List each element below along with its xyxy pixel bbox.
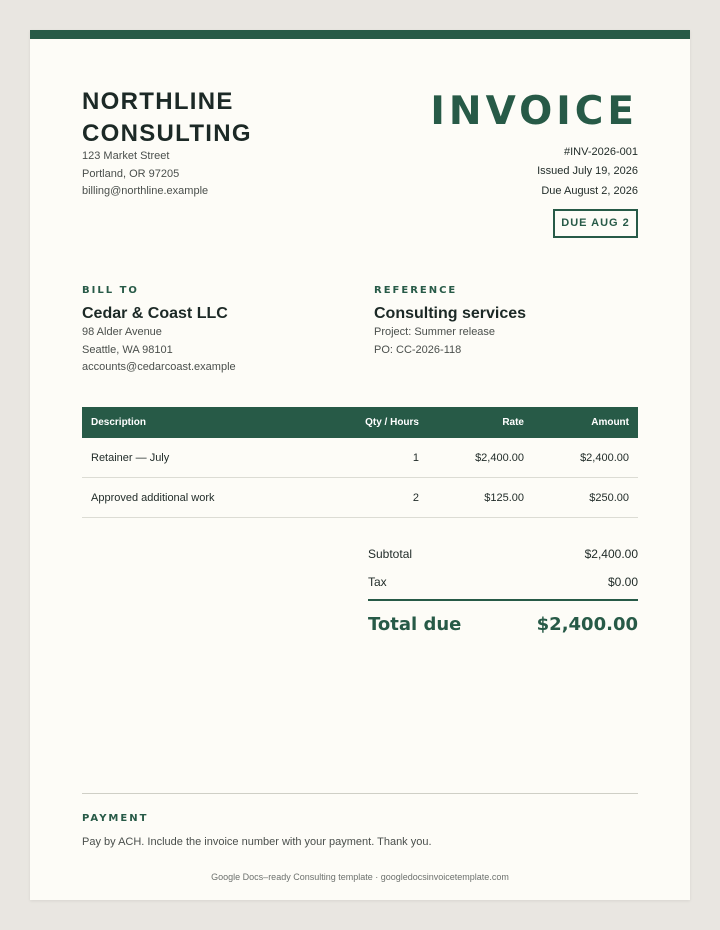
- tax-label: Tax: [368, 575, 387, 589]
- row-rate: $125.00: [484, 491, 524, 504]
- totals-block: [368, 543, 638, 635]
- bill-to-address-line2: Seattle, WA 98101: [82, 344, 173, 356]
- reference-title: Consulting services: [374, 305, 527, 322]
- invoice-title: INVOICE: [430, 89, 638, 134]
- line-items-table: [82, 407, 638, 518]
- row-amount: $2,400.00: [580, 451, 629, 464]
- invoice-sheet: [30, 30, 690, 900]
- invoice-due-date: Due August 2, 2026: [541, 185, 638, 197]
- bill-to-address-line1: 98 Alder Avenue: [82, 326, 162, 338]
- payment-label: PAYMENT: [82, 813, 149, 824]
- invoice-number: #INV-2026-001: [564, 146, 638, 158]
- accent-top-bar: [30, 30, 690, 39]
- total-due-value: $2,400.00: [536, 614, 638, 635]
- reference-label: REFERENCE: [374, 285, 458, 296]
- company-name-line2: CONSULTING: [82, 120, 252, 147]
- header-amount: Amount: [591, 417, 629, 428]
- tax-row: [368, 571, 638, 599]
- row-amount: $250.00: [589, 491, 629, 504]
- company-email: billing@northline.example: [82, 185, 209, 197]
- row-qty: 2: [412, 491, 419, 504]
- reference-po: PO: CC-2026-118: [374, 344, 462, 356]
- due-badge: DUE AUG 2: [553, 209, 638, 238]
- bill-to-email: accounts@cedarcoast.example: [82, 361, 236, 373]
- company-name-line1: NORTHLINE: [82, 88, 234, 115]
- tax-value: $0.00: [607, 575, 638, 589]
- header-description: Description: [91, 417, 147, 428]
- header-qty: Qty / Hours: [365, 417, 419, 428]
- company-name: [82, 86, 342, 150]
- subtotal-row: [368, 543, 638, 571]
- total-due-label: Total due: [368, 614, 462, 635]
- bill-to-name: Cedar & Coast LLC: [82, 305, 228, 322]
- row-description: Retainer — July: [91, 451, 170, 464]
- table-header: [82, 407, 638, 438]
- payment-divider: [82, 793, 638, 794]
- bill-to-label: BILL TO: [82, 285, 139, 296]
- row-description: Approved additional work: [91, 491, 215, 504]
- payment-instructions: Pay by ACH. Include the invoice number with your payment. Thank you.: [82, 836, 432, 848]
- footer-credit: Google Docs–ready Consulting template · googledocsinvoicetemplate.com: [211, 872, 509, 882]
- reference-project: Project: Summer release: [374, 326, 496, 338]
- table-row: [82, 438, 638, 478]
- company-address-line2: Portland, OR 97205: [82, 168, 180, 180]
- subtotal-value: $2,400.00: [584, 547, 638, 561]
- table-row: [82, 478, 638, 518]
- row-qty: 1: [412, 451, 419, 464]
- header-rate: Rate: [502, 417, 524, 428]
- subtotal-label: Subtotal: [368, 547, 413, 561]
- total-due-row: [368, 601, 638, 635]
- company-address-line1: 123 Market Street: [82, 150, 170, 162]
- row-rate: $2,400.00: [475, 451, 524, 464]
- invoice-issued-date: Issued July 19, 2026: [537, 165, 638, 177]
